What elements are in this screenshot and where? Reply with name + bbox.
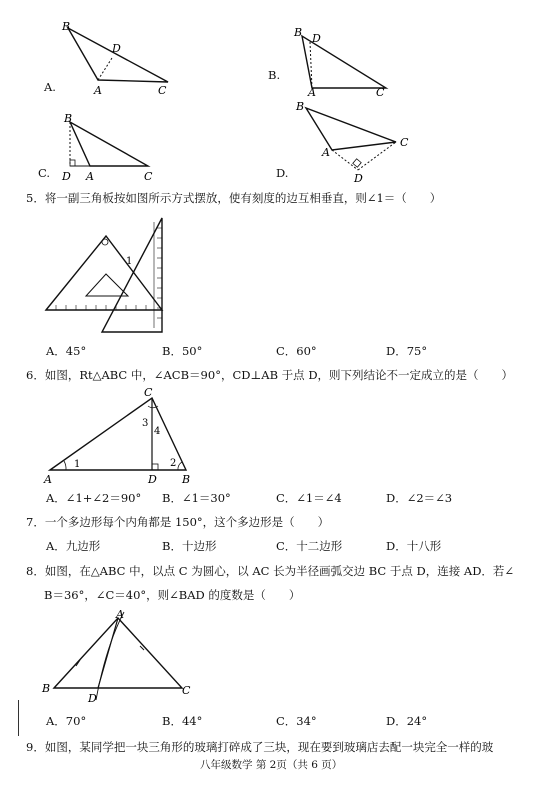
- q4c-point-b: B: [64, 112, 73, 125]
- q4c-point-c: C: [144, 170, 153, 183]
- q4-option-a: A.: [44, 80, 56, 94]
- q6-angle-2: 2: [170, 458, 177, 469]
- q8-triangle-svg: [40, 606, 200, 706]
- q4d-point-d: D: [354, 172, 363, 182]
- q6-option-b: B．∠1＝30°: [162, 491, 231, 505]
- q4-figure-b-svg: [292, 22, 402, 96]
- q4-figure-a-svg: [38, 18, 178, 96]
- q5-option-d: D．75°: [386, 344, 428, 358]
- q6-stem: 6．如图，Rt△ABC 中，∠ACB＝90°，CD⊥AB 于点 D，则下列结论不一定成立的是（ ）: [26, 368, 514, 382]
- q5-set-square-svg: [42, 212, 172, 336]
- q4a-point-d: D: [112, 42, 121, 55]
- margin-line: [18, 700, 19, 736]
- q5-figure: [42, 212, 172, 336]
- q4b-point-b: B: [294, 26, 303, 39]
- q4-option-d: D.: [276, 166, 289, 180]
- q8-option-c: C．34°: [276, 714, 317, 728]
- q6-figure: [40, 384, 200, 484]
- q7-stem: 7．一个多边形每个内角都是 150°，这个多边形是（ ）: [26, 515, 330, 529]
- q4-figure-d: [290, 98, 420, 182]
- q9-stem: 9．如图，某同学把一块三角形的玻璃打碎成了三块，现在要到玻璃店去配一块完全一样的玻: [26, 740, 494, 754]
- q5-option-a: A．45°: [46, 344, 87, 358]
- q8-point-d: D: [88, 692, 97, 705]
- q5-stem: 5．将一副三角板按如图所示方式摆放，使有刻度的边互相垂直，则∠1＝（ ）: [26, 191, 442, 205]
- q4-figure-b: [292, 22, 402, 96]
- q6-point-d: D: [148, 473, 157, 484]
- q5-option-c: C．60°: [276, 344, 317, 358]
- q4d-point-b: B: [296, 100, 305, 113]
- q6-angle-3: 3: [142, 418, 149, 429]
- q6-option-a: A．∠1+∠2＝90°: [46, 491, 142, 505]
- q8-option-b: B．44°: [162, 714, 203, 728]
- q6-triangle-svg: [40, 384, 200, 484]
- q6-option-c: C．∠1＝∠4: [276, 491, 342, 505]
- q7-option-b: B．十边形: [162, 539, 217, 553]
- q4-option-b: B.: [268, 68, 281, 82]
- q8-point-b: B: [42, 682, 51, 695]
- q8-figure: [40, 606, 200, 706]
- q5-option-b: B．50°: [162, 344, 203, 358]
- page-footer: 八年级数学 第 2页（共 6 页）: [200, 759, 343, 771]
- q4a-point-a: A: [94, 84, 102, 96]
- q4a-point-c: C: [158, 84, 167, 96]
- q4d-point-c: C: [400, 136, 409, 149]
- q4-figure-c: [52, 112, 162, 184]
- q8-stem-line1: 8．如图，在△ABC 中，以点 C 为圆心，以 AC 长为半径画弧交边 BC 于点 D，连接 AD．若∠: [26, 564, 515, 578]
- q4-option-c: C.: [38, 166, 51, 180]
- q7-option-c: C．十二边形: [276, 539, 343, 553]
- q4a-point-b: B: [62, 20, 71, 33]
- q6-angle-4: 4: [154, 426, 161, 437]
- q8-stem-line2: B＝36°，∠C＝40°，则∠BAD 的度数是（ ）: [44, 588, 301, 602]
- q6-option-d: D．∠2＝∠3: [386, 491, 453, 505]
- q8-point-c: C: [182, 684, 191, 697]
- q4b-point-d: D: [312, 32, 321, 45]
- q7-option-d: D．十八形: [386, 539, 442, 553]
- q6-angle-1: 1: [74, 459, 81, 470]
- q4-figure-a: [38, 18, 178, 96]
- q4d-point-a: A: [322, 146, 330, 159]
- q7-option-a: A．九边形: [46, 539, 101, 553]
- q4c-point-a: A: [86, 170, 94, 183]
- q6-point-b: B: [182, 473, 191, 484]
- q8-option-d: D．24°: [386, 714, 428, 728]
- q4b-point-c: C: [376, 86, 385, 96]
- q8-option-a: A．70°: [46, 714, 87, 728]
- q6-point-a: A: [44, 473, 52, 484]
- q4c-point-d: D: [62, 170, 71, 183]
- q4-figure-d-svg: [290, 98, 420, 182]
- q4b-point-a: A: [308, 86, 316, 96]
- q8-point-a: A: [116, 608, 124, 621]
- q6-point-c: C: [144, 386, 153, 399]
- q4-figure-c-svg: [52, 112, 162, 184]
- q5-angle-1: 1: [126, 256, 133, 267]
